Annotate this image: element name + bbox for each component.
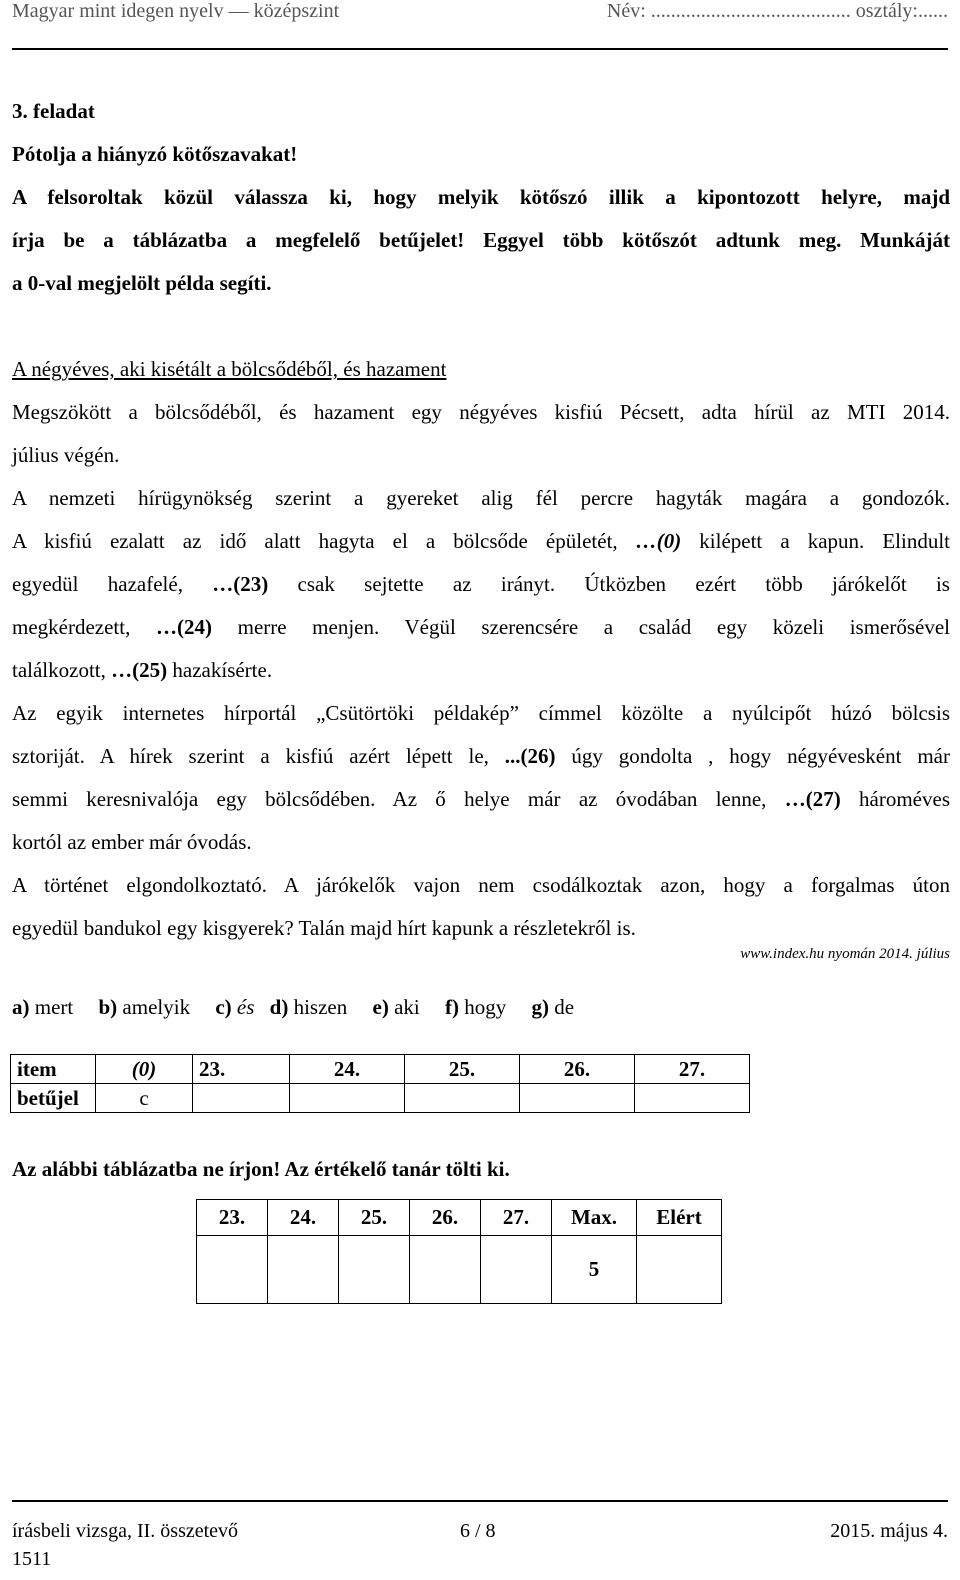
grading-header: 24. [268,1200,339,1236]
text: A kisfiú ezalatt az idő alatt hagyta el a bölcsőde épületét, [12,529,636,553]
item-cell: 24. [290,1055,405,1084]
grading-cell[interactable] [410,1236,481,1304]
row-label-item: item [11,1055,96,1084]
letter-cell[interactable] [405,1084,520,1113]
task-instruction-1: Pótolja a hiányzó kötőszavakat! [12,142,298,166]
article-line [12,606,950,649]
footer-date: 2015. május 4. [830,1520,948,1542]
task-instruction-2: A felsoroltak közül válassza ki, hogy melyik kötőszó illik a kipontozott helyre, majd [12,185,950,209]
text: megkérdezett, [12,615,156,639]
gap-25: …(25) [111,658,168,682]
option-g: g) de [531,995,575,1019]
text: semmi keresnivalója egy bölcsődében. Az ő helye már az óvodában lenne, [12,787,785,811]
option-b: b) amelyik [98,995,191,1019]
grading-header: 27. [481,1200,552,1236]
table-row [197,1200,722,1236]
grading-cell[interactable] [481,1236,552,1304]
grading-max: 5 [552,1236,637,1304]
grading-cell[interactable] [197,1236,268,1304]
article-line [12,520,950,563]
article-line: július végén. [12,443,120,467]
gap-24: …(24) [155,615,212,639]
option-e: e) aki [372,995,420,1019]
gap-23: …(23) [212,572,269,596]
task-number: 3. feladat [12,99,95,123]
text: hároméves [840,787,950,811]
item-cell: 27. [635,1055,750,1084]
table-row [11,1055,750,1084]
article-line: egyedül bandukol egy kisgyerek? Talán majd hírt kapunk a részletekről is. [12,916,636,940]
letter-cell[interactable] [290,1084,405,1113]
article-line [12,735,950,778]
task-body [12,90,950,950]
article-line: A nemzeti hírügynökség szerint a gyereket alig fél percre hagyták magára a gondozók. [12,486,950,510]
article-line: A történet elgondolkoztató. A járókelők vajon nem csodálkoztak azon, hogy a forgalmas úton [12,873,950,897]
page-footer [12,1500,948,1572]
task-instruction-4: a 0-val megjelölt példa segíti. [12,271,272,295]
option-c: c) és [215,995,255,1019]
letter-cell[interactable] [193,1084,290,1113]
article-line: Az egyik internetes hírportál „Csütörtöki példakép” címmel közölte a nyúlcipőt húzó bölcsis [12,701,950,725]
grading-cell[interactable] [268,1236,339,1304]
grading-header: 23. [197,1200,268,1236]
text: csak sejtette az irányt. Útközben ezért több járókelőt is [268,572,950,596]
letter-cell[interactable]: c [96,1084,193,1113]
answer-table [10,1054,750,1113]
option-d: d) hiszen [269,995,348,1019]
page-header [12,0,948,50]
table-row [11,1084,750,1113]
text: úgy gondolta , hogy négyévesként már [555,744,950,768]
option-f: f) hogy [444,995,507,1019]
footer-exam: írásbeli vizsga, II. összetevő [12,1520,239,1542]
article-line [12,649,950,692]
table-row [197,1236,722,1304]
grading-header: 26. [410,1200,481,1236]
text: hazakísérte. [167,658,273,682]
grading-table [196,1199,722,1304]
grading-caption: Az alábbi táblázatba ne írjon! Az értékelő tanár tölti ki. [12,1157,510,1181]
text: találkozott, [12,658,112,682]
grading-header: 25. [339,1200,410,1236]
text: sztoriját. A hírek szerint a kisfiú azért lépett le, [12,744,505,768]
letter-cell[interactable] [520,1084,635,1113]
gap-0: …(0) [635,529,682,553]
grading-cell[interactable] [637,1236,722,1304]
option-a: a) mert [12,995,74,1019]
spacer [12,305,950,348]
text: kilépett a kapun. Elindult [681,529,950,553]
grading-cell[interactable] [339,1236,410,1304]
options-list [12,995,594,1020]
article-title: A négyéves, aki kisétált a bölcsődéből, és hazament [12,357,447,381]
article-line: Megszökött a bölcsődéből, és hazament egy négyéves kisfiú Pécsett, adta hírül az MTI 2014. [12,400,950,424]
letter-cell[interactable] [635,1084,750,1113]
gap-27: …(27) [784,787,841,811]
text: egyedül hazafelé, [12,572,213,596]
article-line [12,563,950,606]
page-number: 6 / 8 [460,1520,496,1542]
footer-code: 1511 [12,1548,52,1570]
article-source: www.index.hu nyomán 2014. július [740,946,950,962]
item-cell: 23. [193,1055,290,1084]
grading-header: Elért [637,1200,722,1236]
article-line [12,778,950,821]
item-cell: (0) [96,1055,193,1084]
header-subject: Magyar mint idegen nyelv — középszint [12,0,340,22]
grading-header: Max. [552,1200,637,1236]
row-label-letter: betűjel [11,1084,96,1113]
text: merre menjen. Végül szerencsére a család egy közeli ismerősével [211,615,950,639]
task-instruction-3: írja be a táblázatba a megfelelő betűjelet! Eggyel több kötőszót adtunk meg. Munkáját [12,228,950,252]
header-name-class: Név: ........................................ osztály:...... [606,0,948,22]
item-cell: 26. [520,1055,635,1084]
gap-26: ...(26) [504,744,556,768]
item-cell: 25. [405,1055,520,1084]
article-line: kortól az ember már óvodás. [12,830,252,854]
